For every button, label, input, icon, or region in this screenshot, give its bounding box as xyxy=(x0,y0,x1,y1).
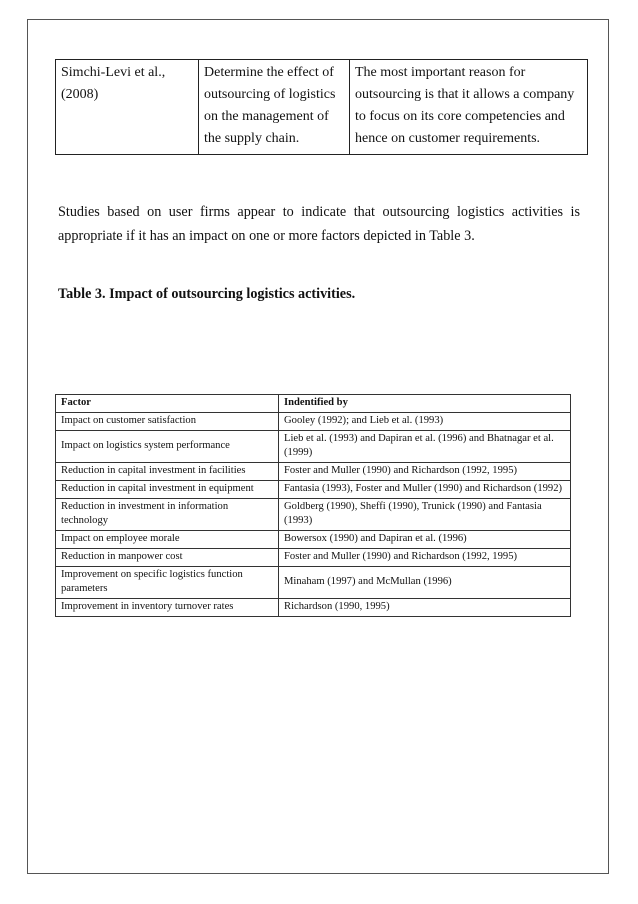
factor-cell: Improvement on specific logistics function parameters xyxy=(56,567,279,599)
table-caption: Table 3. Impact of outsourcing logistics activities. xyxy=(58,286,356,302)
source-cell: Richardson (1990, 1995) xyxy=(279,599,571,617)
table-row xyxy=(56,60,588,155)
finding-cell: The most important reason for outsourcing is that it allows a company to focus on its core competencies and hence on customer requirements. xyxy=(350,60,588,155)
factor-cell: Impact on employee morale xyxy=(56,531,279,549)
table-row xyxy=(56,413,571,431)
source-cell: Fantasia (1993), Foster and Muller (1990) and Richardson (1992) xyxy=(279,481,571,499)
factor-cell: Impact on logistics system performance xyxy=(56,431,279,463)
source-cell: Goldberg (1990), Sheffi (1990), Trunick (1990) and Fantasia (1993) xyxy=(279,499,571,531)
table-row xyxy=(56,599,571,617)
factor-cell: Reduction in manpower cost xyxy=(56,549,279,567)
factor-cell: Reduction in investment in information technology xyxy=(56,499,279,531)
table-row xyxy=(56,549,571,567)
impact-table xyxy=(55,394,571,617)
table-row xyxy=(56,567,571,599)
identified-by-header: Indentified by xyxy=(279,395,571,413)
source-cell: Foster and Muller (1990) and Richardson (1992, 1995) xyxy=(279,463,571,481)
source-cell: Lieb et al. (1993) and Dapiran et al. (1996) and Bhatnagar et al. (1999) xyxy=(279,431,571,463)
factor-cell: Reduction in capital investment in facilities xyxy=(56,463,279,481)
factor-cell: Impact on customer satisfaction xyxy=(56,413,279,431)
table-row xyxy=(56,499,571,531)
body-paragraph: Studies based on user firms appear to indicate that outsourcing logistics activities is appropriate if it has an impact on one or more factors depicted in Table 3. xyxy=(58,204,580,244)
table-row xyxy=(56,531,571,549)
table-header-row xyxy=(56,395,571,413)
source-cell: Foster and Muller (1990) and Richardson (1992, 1995) xyxy=(279,549,571,567)
source-cell: Minaham (1997) and McMullan (1996) xyxy=(279,567,571,599)
table-row xyxy=(56,431,571,463)
factor-cell: Reduction in capital investment in equipment xyxy=(56,481,279,499)
author-cell: Simchi-Levi et al., (2008) xyxy=(56,60,199,155)
literature-table-continued xyxy=(55,59,588,155)
source-cell: Gooley (1992); and Lieb et al. (1993) xyxy=(279,413,571,431)
purpose-cell: Determine the effect of outsourcing of logistics on the management of the supply chain. xyxy=(199,60,350,155)
table-row xyxy=(56,463,571,481)
factor-header: Factor xyxy=(56,395,279,413)
table-row xyxy=(56,481,571,499)
source-cell: Bowersox (1990) and Dapiran et al. (1996) xyxy=(279,531,571,549)
factor-cell: Improvement in inventory turnover rates xyxy=(56,599,279,617)
